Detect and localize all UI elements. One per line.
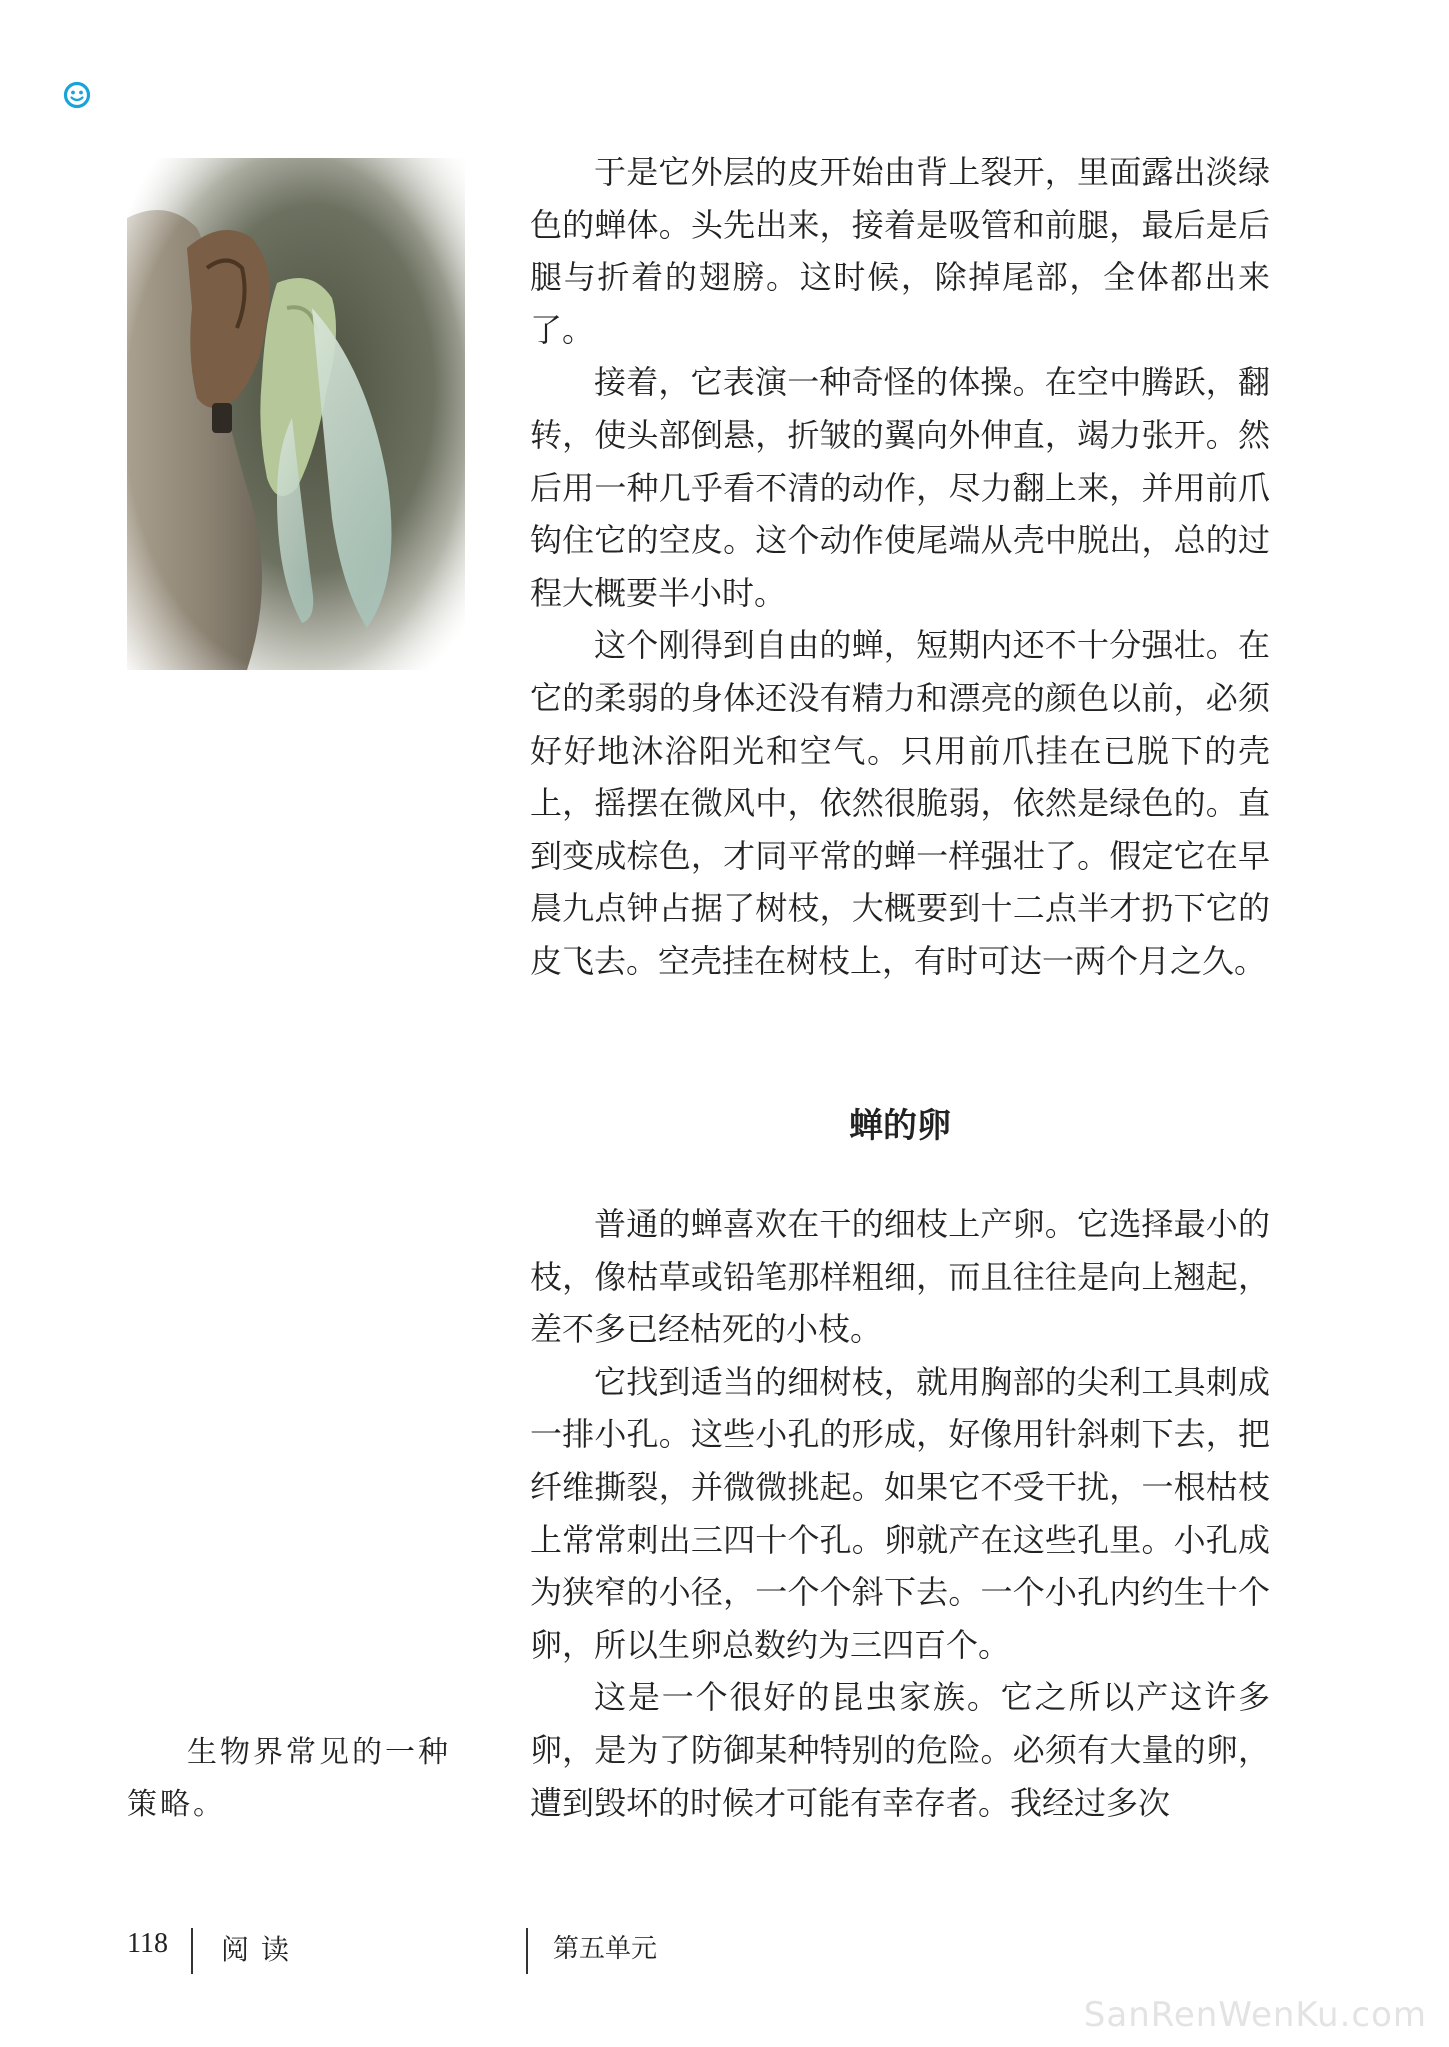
section-heading: 蝉的卵 — [849, 1106, 951, 1146]
body-text-part1 — [530, 146, 1270, 988]
paragraph: 这个刚得到自由的蝉，短期内还不十分强壮。在它的柔弱的身体还没有精力和漂亮的颜色以前，必须好好地沐浴阳光和空气。只用前爪挂在已脱下的壳上，摇摆在微风中，依然很脆弱，依然是绿色的。直到变成棕色，才同平常的蝉一样强壮了。假定它在早晨九点钟占据了树枝，大概要到十二点半才扔下它的皮飞去。空壳挂在树枝上，有时可达一两个月之久。 — [530, 626, 1270, 980]
page-number: 118 — [127, 1928, 168, 1959]
paragraph: 于是它外层的皮开始由背上裂开，里面露出淡绿色的蝉体。头先出来，接着是吸管和前腿，最后是后腿与折着的翅膀。这时候，除掉尾部，全体都出来了。 — [530, 153, 1270, 349]
paragraph: 它找到适当的细树枝，就用胸部的尖利工具刺成一排小孔。这些小孔的形成，好像用针斜刺下去，把纤维撕裂，并微微挑起。如果它不受干扰，一根枯枝上常常刺出三四十个孔。卵就产在这些孔里。小孔成为狭窄的小径，一个个斜下去。一个小孔内约生十个卵，所以生卵总数约为三四百个。 — [530, 1362, 1270, 1664]
footer-divider — [526, 1928, 528, 1974]
footer-section-title: 阅读 — [221, 1933, 302, 1966]
margin-note: 生物界常见的一种策略。 — [127, 1735, 451, 1822]
watermark: SanRenWenKu.com — [1083, 1995, 1427, 2035]
footer-unit-title: 第五单元 — [553, 1934, 658, 1964]
paragraph: 接着，它表演一种奇怪的体操。在空中腾跃，翻转，使头部倒悬，折皱的翼向外伸直，竭力张开。然后用一种几乎看不清的动作，尽力翻上来，并用前爪钩住它的空皮。这个动作使尾端从壳中脱出，总的过程大概要半小时。 — [530, 363, 1270, 612]
paragraph: 这是一个很好的昆虫家族。它之所以产这许多卵，是为了防御某种特别的危险。必须有大量的卵，遭到毁坏的时候才可能有幸存者。我经过多次 — [530, 1678, 1270, 1822]
footer-divider — [191, 1928, 193, 1974]
smiley-icon — [63, 81, 91, 109]
paragraph: 普通的蝉喜欢在干的细枝上产卵。它选择最小的枝，像枯草或铅笔那样粗细，而且往往是向上翘起，差不多已经枯死的小枝。 — [530, 1205, 1270, 1349]
body-text-part2 — [530, 1198, 1270, 1829]
cicada-photo — [127, 158, 465, 670]
